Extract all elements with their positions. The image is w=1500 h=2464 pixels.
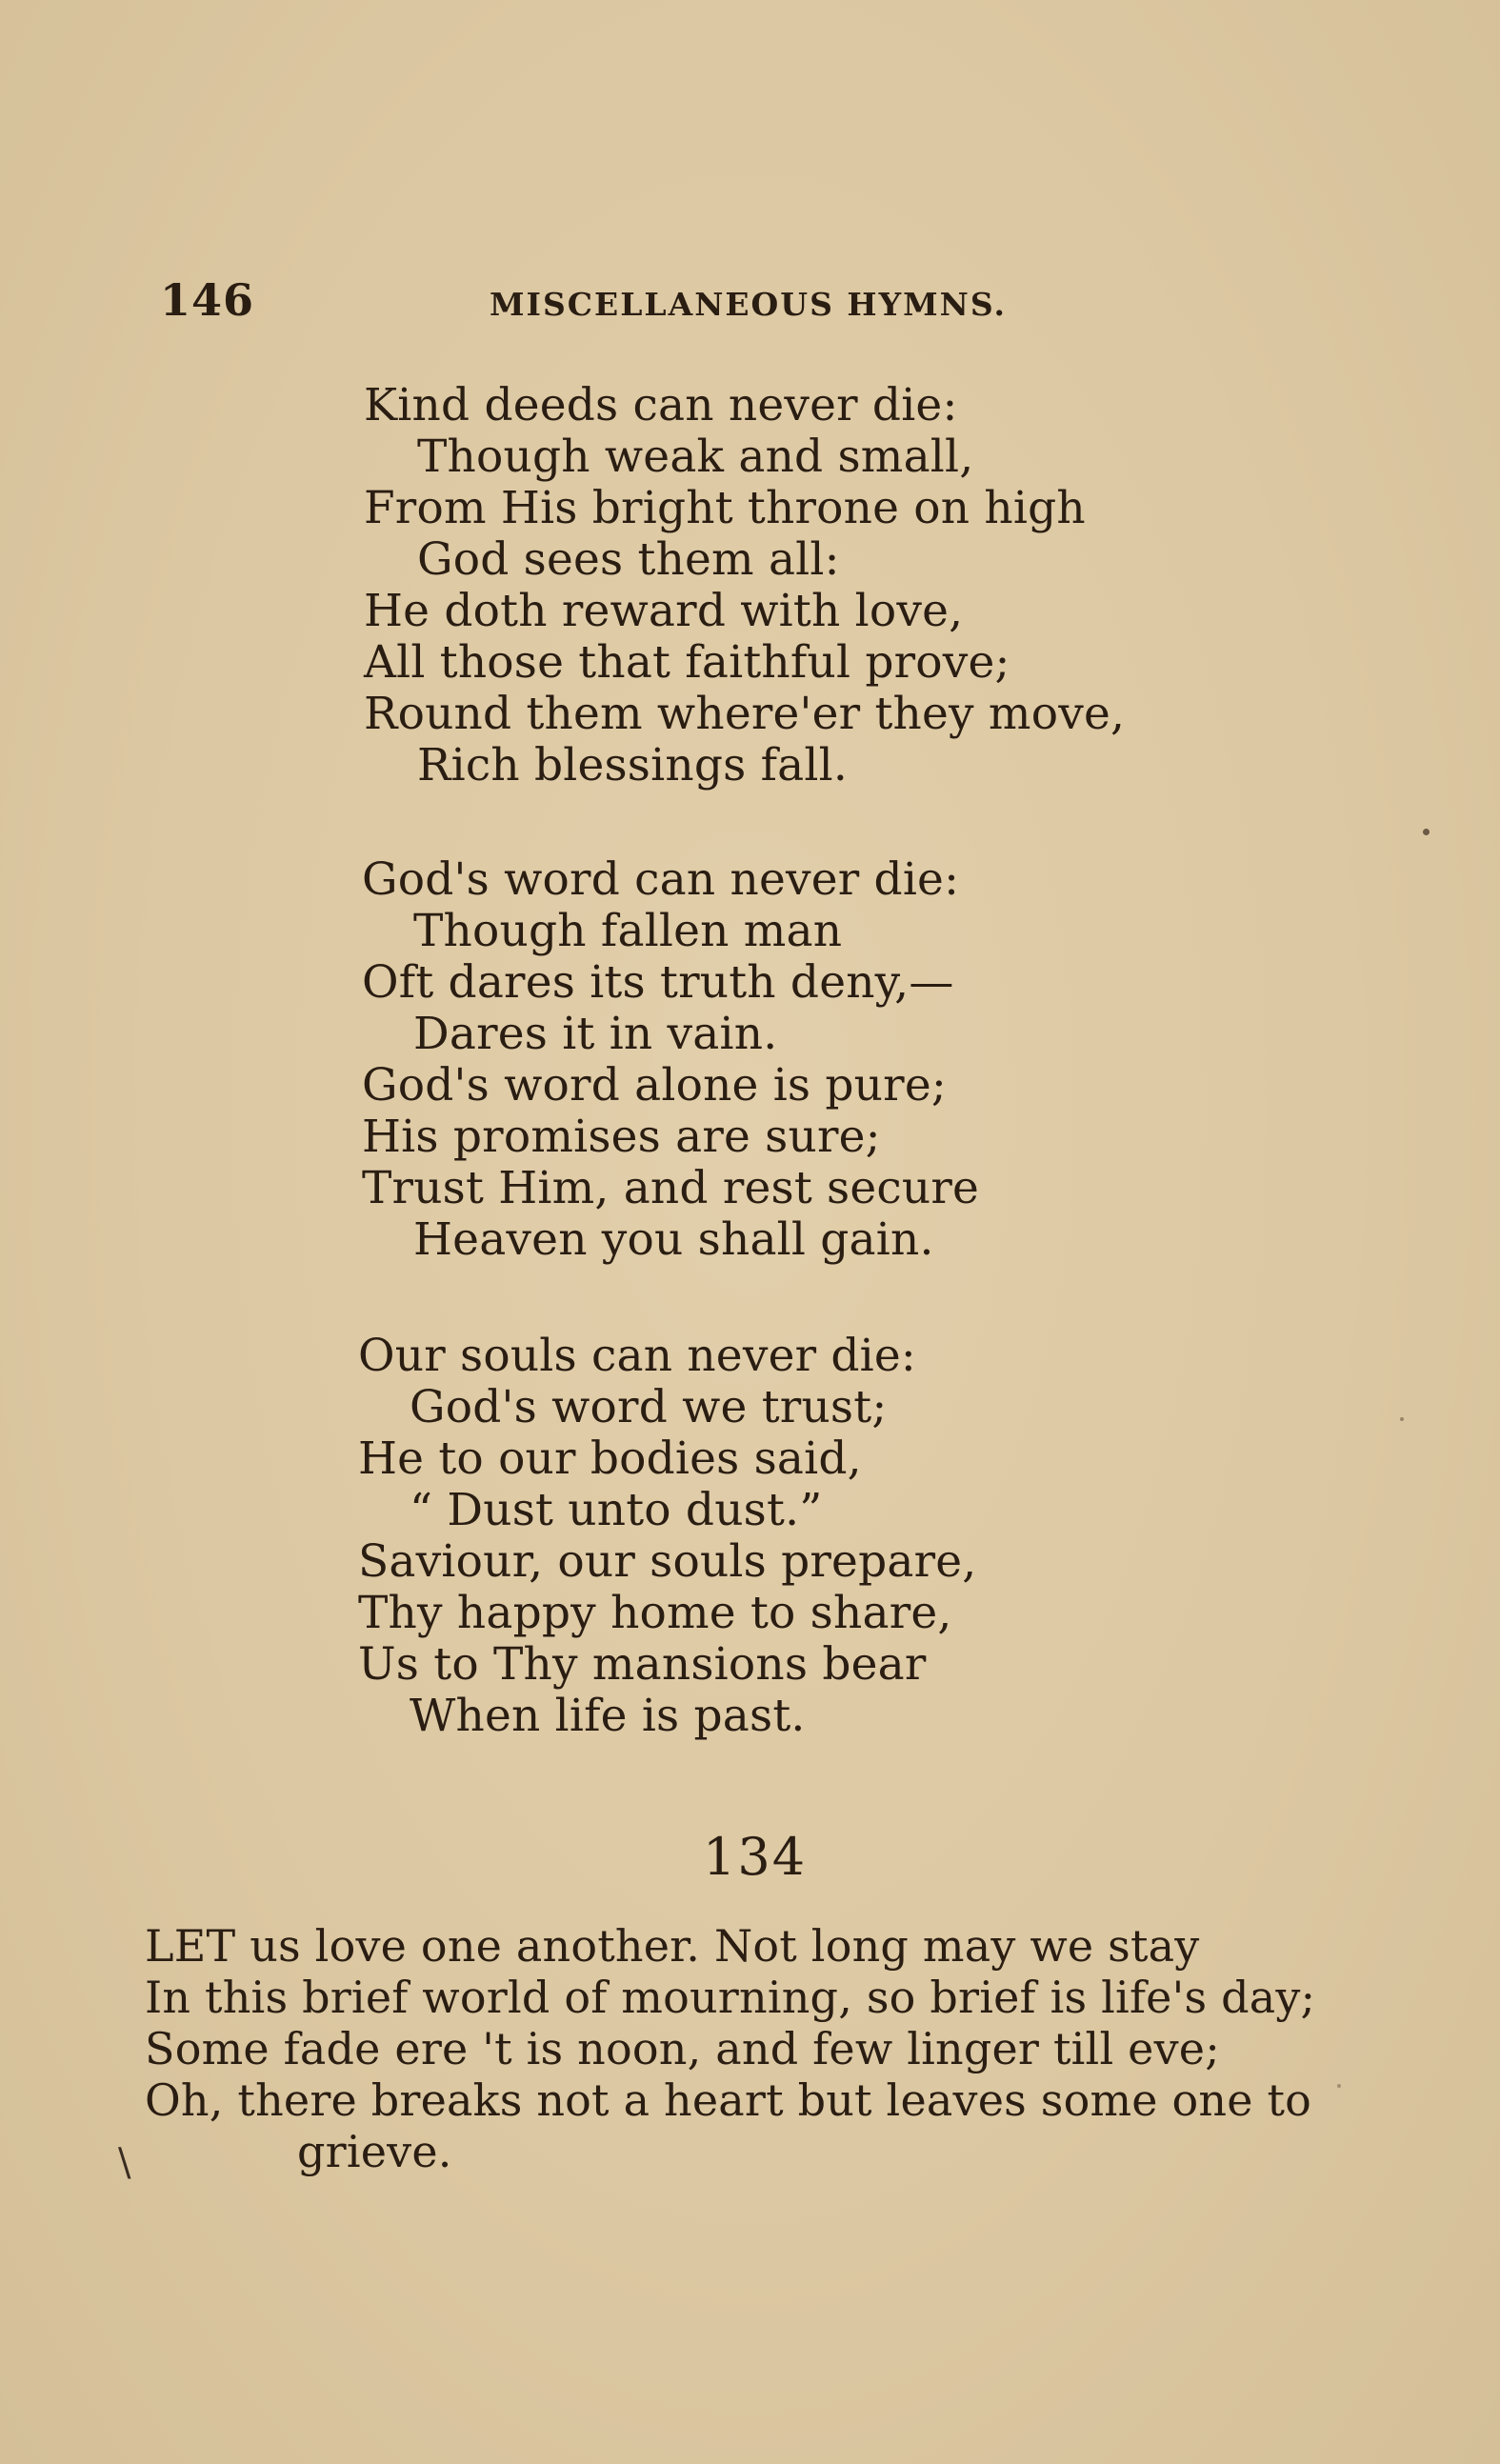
verse-line: He doth reward with love,	[364, 585, 964, 637]
paper-speck	[1337, 2084, 1341, 2088]
running-title: MISCELLANEOUS HYMNS.	[490, 286, 1007, 323]
verse-line: Oft dares its truth deny,—	[362, 956, 954, 1009]
verse-line: Rich blessings fall.	[417, 739, 848, 791]
verse-line: Kind deeds can never die:	[364, 379, 958, 431]
verse-line: All those that faithful prove;	[364, 636, 1010, 689]
paper-speck	[1423, 829, 1430, 835]
paper-speck	[1400, 1417, 1404, 1421]
verse-line: God's word can never die:	[362, 853, 960, 906]
hymn-line: Some fade ere 't is noon, and few linger till eve;	[145, 2023, 1220, 2074]
verse-line: Saviour, our souls prepare,	[358, 1535, 977, 1588]
hymn-line: Oh, there breaks not a heart but leaves some one to	[145, 2074, 1312, 2126]
page-header	[160, 274, 1112, 331]
verse-line: Though fallen man	[413, 905, 843, 957]
margin-mark: \	[118, 2141, 131, 2185]
hymn-line: In this brief world of mourning, so brief is life's day;	[145, 1972, 1316, 2023]
verse-line: Heaven you shall gain.	[413, 1213, 934, 1266]
hymn-line: LET us love one another. Not long may we stay	[145, 1920, 1200, 1972]
verse-line: God's word alone is pure;	[362, 1059, 947, 1112]
verse-line: “ Dust unto dust.”	[410, 1484, 823, 1536]
verse-line: When life is past.	[410, 1690, 806, 1742]
verse-line: God sees them all:	[417, 533, 840, 586]
verse-line: Round them where'er they move,	[364, 688, 1126, 740]
verse-line: Thy happy home to share,	[358, 1587, 952, 1639]
verse-line: Though weak and small,	[417, 431, 974, 483]
verse-line: Trust Him, and rest secure	[362, 1162, 980, 1214]
verse-line: He to our bodies said,	[358, 1432, 862, 1485]
verse-line: From His bright throne on high	[364, 482, 1086, 534]
hymn-line: grieve.	[297, 2126, 452, 2177]
verse-line: God's word we trust;	[410, 1381, 888, 1433]
page-number: 146	[160, 274, 255, 326]
hymn-number: 134	[703, 1827, 808, 1887]
verse-line: Dares it in vain.	[413, 1008, 778, 1060]
verse-line: Us to Thy mansions bear	[358, 1638, 927, 1691]
verse-line: Our souls can never die:	[358, 1330, 916, 1382]
verse-line: His promises are sure;	[362, 1111, 881, 1163]
